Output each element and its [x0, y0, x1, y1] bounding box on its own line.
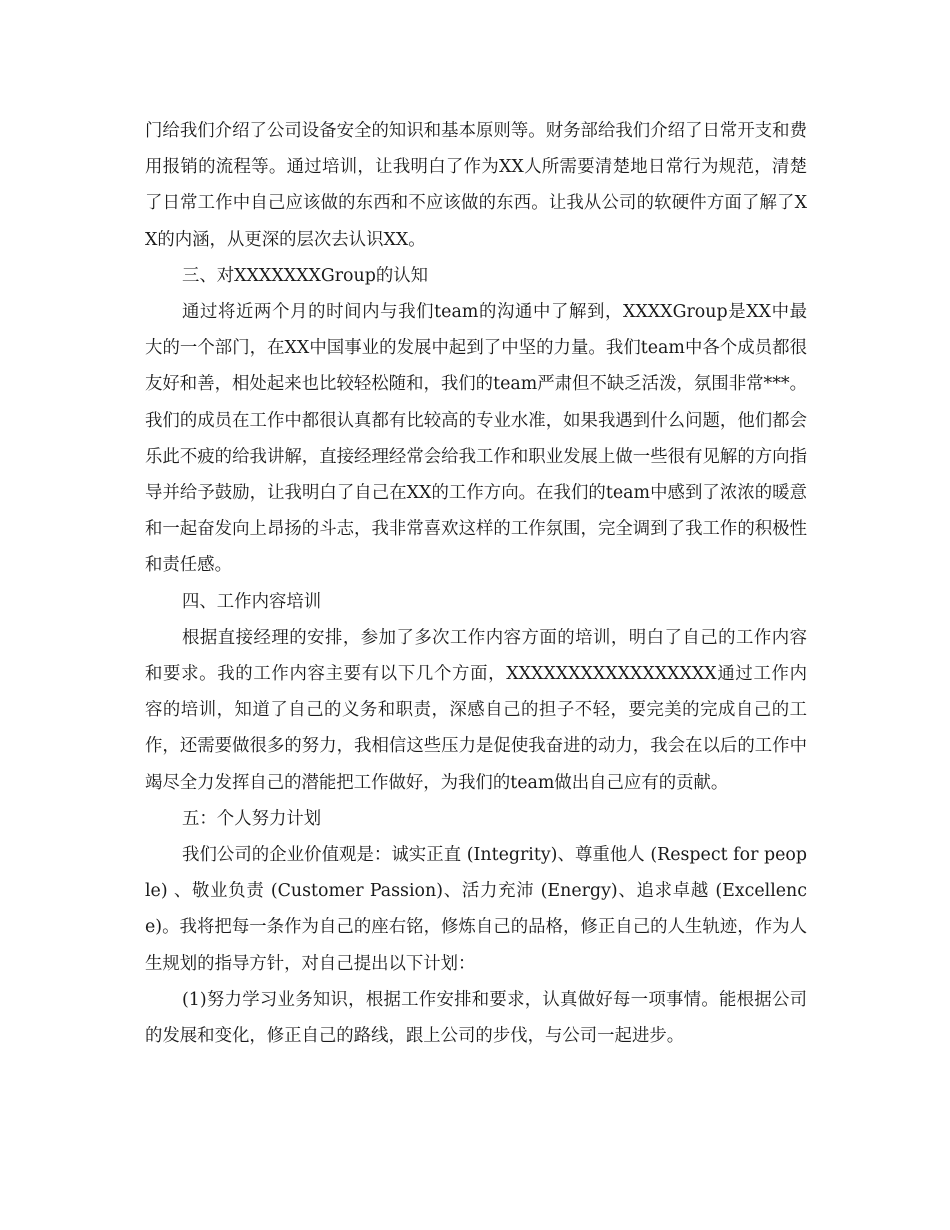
section-heading-work-training: 四、工作内容培训	[182, 591, 322, 612]
section-heading-group-cognition: 三、对XXXXXXXGroup的认知	[182, 265, 429, 286]
section-heading-personal-plan: 五：个人努力计划	[182, 808, 322, 829]
paragraph-group-cognition: 通过将近两个月的时间内与我们team的沟通中了解到，XXXXGroup是XX中最大的一个部门，在XX中国事业的发展中起到了中坚的力量。我们team中各个成员都很友好和善，相处起来也比较轻松随和，我们的team严肃但不缺乏活泼，氛围非常***。我们的成员在工作中都很认真都有比较高的专业水准，如果我遇到什么问题，他们都会乐此不疲的给我讲解，直接经理经常会给我工作和职业发展上做一些很有见解的方向指导并给予鼓励，让我明白了自己在XX的工作方向。在我们的team中感到了浓浓的暖意和一起奋发向上昂扬的斗志，我非常喜欢这样的工作氛围，完全调到了我工作的积极性和责任感。	[145, 302, 807, 576]
paragraph-training-summary: 门给我们介绍了公司设备安全的知识和基本原则等。财务部给我们介绍了日常开支和费用报销的流程等。通过培训，让我明白了作为XX人所需要清楚地日常行为规范，清楚了日常工作中自己应该做的东西和不应该做的东西。让我从公司的软硬件方面了解了XX的内涵，从更深的层次去认识XX。	[145, 121, 807, 250]
document-body	[145, 113, 807, 1054]
paragraph-company-values: 我们公司的企业价值观是：诚实正直 (Integrity)、尊重他人 (Respect for people) 、敬业负责 (Customer Passion)、活力充沛 (Energy)、追求卓越 (Excellence)。我将把每一条作为自己的座右铭，修炼自己的品格，修正自己的人生轨迹，作为人生规划的指导方针，对自己提出以下计划：	[145, 845, 807, 974]
paragraph-work-training: 根据直接经理的安排，参加了多次工作内容方面的培训，明白了自己的工作内容和要求。我的工作内容主要有以下几个方面，XXXXXXXXXXXXXXXXX通过工作内容的培训，知道了自己的义务和职责，深感自己的担子不轻，要完美的完成自己的工作，还需要做很多的努力，我相信这些压力是促使我奋进的动力，我会在以后的工作中竭尽全力发挥自己的潜能把工作做好，为我们的team做出自己应有的贡献。	[145, 627, 807, 793]
paragraph-plan-item-1: (1)努力学习业务知识，根据工作安排和要求，认真做好每一项事情。能根据公司的发展和变化，修正自己的路线，跟上公司的步伐，与公司一起进步。	[145, 989, 807, 1047]
